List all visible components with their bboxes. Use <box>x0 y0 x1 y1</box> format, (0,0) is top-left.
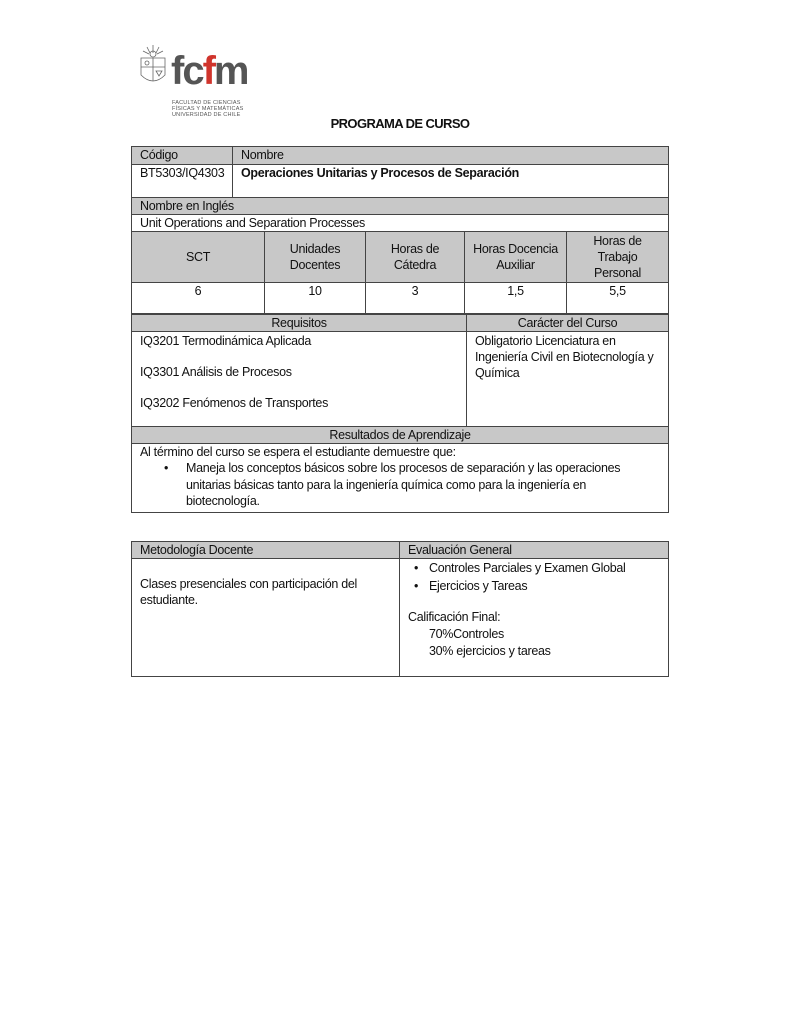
name-label: Nombre <box>233 147 669 165</box>
university-crest-icon <box>137 43 169 89</box>
hours-table <box>131 231 669 314</box>
methodology-table <box>131 541 669 677</box>
hours-header-personal: Horas de Trabajo Personal <box>567 232 669 283</box>
methodology-label: Metodología Docente <box>132 542 400 559</box>
outcome-item: • Maneja los conceptos básicos sobre los procesos de separación y las operaciones unitarias básicas tanto para la ingeniería química como para la ingeniería en biotecnología. <box>140 460 660 510</box>
requisite-item: IQ3301 Análisis de Procesos <box>140 365 292 379</box>
hours-header-sct: SCT <box>132 232 265 283</box>
outcomes-intro: Al término del curso se espera el estudiante demuestre que: <box>140 445 456 459</box>
requisites-label: Requisitos <box>132 315 467 332</box>
course-code: BT5303/IQ4303 <box>132 165 233 198</box>
evaluation-label: Evaluación General <box>400 542 669 559</box>
course-info-table <box>131 146 669 232</box>
final-grade-line: 30% ejercicios y tareas <box>429 644 551 658</box>
fcfm-logo <box>137 43 252 121</box>
outcomes-label: Resultados de Aprendizaje <box>132 427 669 444</box>
english-name: Unit Operations and Separation Processes <box>132 215 669 232</box>
character-label: Carácter del Curso <box>467 315 669 332</box>
final-grade-label: Calificación Final: <box>408 610 501 624</box>
hours-header-unidades: Unidades Docentes <box>265 232 366 283</box>
requisite-item: IQ3201 Termodinámica Aplicada <box>140 334 312 348</box>
hours-value-catedra: 3 <box>366 283 465 314</box>
evaluation-item: • Ejercicios y Tareas <box>408 578 660 596</box>
code-label: Código <box>132 147 233 165</box>
hours-value-unidades: 10 <box>265 283 366 314</box>
hours-header-auxiliar: Horas Docencia Auxiliar <box>465 232 567 283</box>
methodology-text: Clases presenciales con participación del estudiante. <box>132 559 400 677</box>
final-grade-line: 70%Controles <box>429 627 504 641</box>
requisites-list <box>132 332 467 427</box>
character-text: Obligatorio Licenciatura en Ingeniería Civil en Biotecnología y Química <box>467 332 669 427</box>
requisite-item: IQ3202 Fenómenos de Transportes <box>140 396 329 410</box>
requisites-table <box>131 314 669 513</box>
logo-subtitle: FACULTAD DE CIENCIAS FÍSICAS Y MATEMÁTICAS UNIVERSIDAD DE CHILE <box>172 100 244 118</box>
evaluation-list <box>408 560 660 595</box>
logo-wordmark: fcfm <box>171 49 248 93</box>
outcomes-list <box>140 460 660 510</box>
outcomes-content <box>132 444 669 513</box>
english-name-label: Nombre en Inglés <box>132 198 669 215</box>
hours-value-auxiliar: 1,5 <box>465 283 567 314</box>
hours-value-personal: 5,5 <box>567 283 669 314</box>
course-name: Operaciones Unitarias y Procesos de Separación <box>233 165 669 198</box>
evaluation-item: • Controles Parciales y Examen Global <box>408 560 660 578</box>
hours-header-catedra: Horas de Cátedra <box>366 232 465 283</box>
evaluation-content <box>400 559 669 677</box>
hours-value-sct: 6 <box>132 283 265 314</box>
page-title: PROGRAMA DE CURSO <box>330 116 470 131</box>
